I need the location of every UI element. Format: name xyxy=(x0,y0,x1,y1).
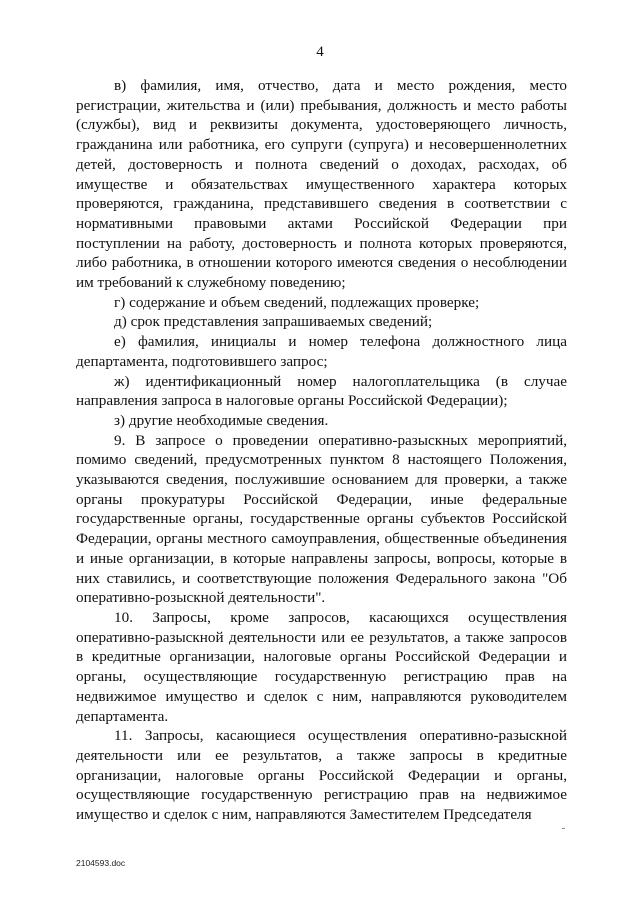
paragraph-v: в) фамилия, имя, отчество, дата и место рождения, место регистрации, жительства и (или) пребывания, должность и место работы (службы), вид и реквизиты документа, удостоверяющего личность, гражданина или работника, его супруги (супруга) и несовершеннолетних детей, достоверность и полнота сведений о доходах, расходах, об имуществе и обязательствах имущественного характера которых проверяются, гражданина, представившего сведения в соответствии с нормативными правовыми актами Российской Федерации при поступлении на работу, достоверность и полнота которых проверяются, либо работника, в отношении которого имеются сведения о несоблюдении им требований к служебному поведению; xyxy=(76,77,567,292)
footer-filename: 2104593.doc xyxy=(76,858,126,868)
paragraph-z: з) другие необходимые сведения. xyxy=(114,411,329,429)
page-number: 4 xyxy=(316,44,324,60)
edge-mark xyxy=(562,828,565,829)
paragraph-11: 11. Запросы, касающиеся осуществления оперативно-разыскной деятельности или ее результатов, а также запросы в кредитные организации, налоговые органы Российской Федерации и органы, осуществляющие государственную регистрацию прав на недвижимое имущество и сделок с ним, направляются Заместителем Председателя xyxy=(76,727,567,824)
document-body xyxy=(76,76,567,825)
paragraph-d: д) срок представления запрашиваемых сведений; xyxy=(114,313,433,331)
paragraph-e: е) фамилия, инициалы и номер телефона должностного лица департамента, подготовившего запрос; xyxy=(76,333,567,370)
paragraph-g: г) содержание и объем сведений, подлежащих проверке; xyxy=(114,293,480,311)
paragraph-10: 10. Запросы, кроме запросов, касающихся осуществления оперативно-разыскной деятельности или ее результатов, а также запросов в кредитные организации, налоговые органы Российской Федерации и органы, осуществляющие государственную регистрацию прав на недвижимое имущество и сделок с ним, направляются руководителем департамента. xyxy=(76,608,567,725)
paragraph-9: 9. В запросе о проведении оперативно-разыскных мероприятий, помимо сведений, предусмотренных пунктом 8 настоящего Положения, указываются сведения, послужившие основанием для проверки, а также органы прокуратуры Российской Федерации, иные федеральные государственные органы, государственные органы субъектов Российской Федерации, органы местного самоуправления, общественные объединения и иные организации, в которые направлены запросы, вопросы, которые в них ставились, и соответствующие положения Федерального закона "Об оперативно-розыскной деятельности". xyxy=(76,431,567,607)
paragraph-zh: ж) идентификационный номер налогоплательщика (в случае направления запроса в налоговые органы Российской Федерации); xyxy=(76,372,567,410)
